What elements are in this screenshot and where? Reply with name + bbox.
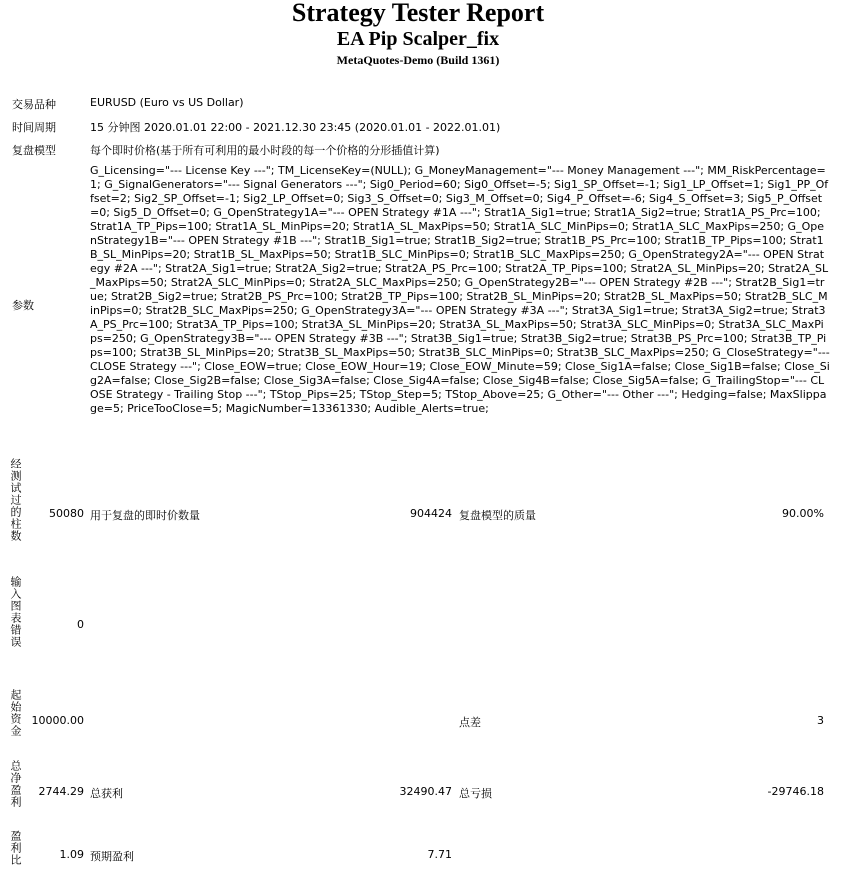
model-label: 复盘模型 — [12, 144, 56, 157]
report-title: Strategy Tester Report — [291, 0, 545, 27]
bars-value: 50080 — [49, 507, 84, 520]
period-label: 时间周期 — [12, 121, 56, 134]
gross-profit-value: 32490.47 — [399, 785, 452, 798]
gross-profit-label: 总获利 — [90, 787, 123, 800]
ticks-label: 用于复盘的即时价数量 — [90, 509, 200, 522]
profit-factor-value: 1.09 — [59, 848, 84, 861]
quality-value: 90.00% — [782, 507, 824, 520]
params-label: 参数 — [12, 299, 34, 312]
params-value: G_Licensing="--- License Key ---"; TM_LicenseKey=(NULL); G_MoneyManagement="--- Money Management ---"; MM_RiskPercentage=1; G_SignalGenerators="--- Signal Generators ---"; Sig0_Period=60; Sig0_Offset=-5; Sig1_SP_Offset=-1; Sig1_LP_Offset=1; Sig1_PP_Offset=2; Sig2_SP_Offset=-1; Sig2_LP_Offset=0; Sig3_S_Offset=0; Sig3_M_Offset=0; Sig4_P_Offset=-6; Sig4_S_Offset=3; Sig5_P_Offset=0; Sig5_D_Offset=0; G_OpenStrategy1A="--- OPEN Strategy #1A ---"; Strat1A_Sig1=true; Strat1A_Sig2=true; Strat1A_PS_Prc=100; Strat1A_TP_Pips=100; Strat1A_SL_MinPips=20; Strat1A_SL_MaxPips=50; Strat1A_SLC_MinPips=0; Strat1A_SLC_MaxPips=250; G_OpenStrategy1B="--- OPEN Strategy #1B ---"; Strat1B_Sig1=true; Strat1B_Sig2=true; Strat1B_PS_Prc=100; Strat1B_TP_Pips=100; Strat1B_SL_MinPips=20; Strat1B_SL_MaxPips=50; Strat1B_SLC_MinPips=0; Strat1B_SLC_MaxPips=250; G_OpenStrategy2A="--- OPEN Strategy #2A ---"; Strat2A_Sig1=true; Strat2A_Sig2=true; Strat2A_PS_Prc=100; Strat2A_TP_Pips=100; Strat2A_SL_MinPips=20; Strat2A_SL_MaxPips=50; Strat2A_SLC_MinPips=0; Strat2A_SLC_MaxPips=250; G_OpenStrategy2B="--- OPEN Strategy #2B ---"; Strat2B_Sig1=true; Strat2B_Sig2=true; Strat2B_PS_Prc=100; Strat2B_TP_Pips=100; Strat2B_SL_MinPips=20; Strat2B_SL_MaxPips=50; Strat2B_SLC_MinPips=0; Strat2B_SLC_MaxPips=250; G_OpenStrategy3A="--- OPEN Strategy #3A ---"; Strat3A_Sig1=true; Strat3A_Sig2=true; Strat3A_PS_Prc=100; Strat3A_TP_Pips=100; Strat3A_SL_MinPips=20; Strat3A_SL_MaxPips=50; Strat3A_SLC_MinPips=0; Strat3A_SLC_MaxPips=250; G_OpenStrategy3B="--- OPEN Strategy #3B ---"; Strat3B_Sig1=true; Strat3B_Sig2=true; Strat3B_PS_Prc=100; Strat3B_TP_Pips=100; Strat3B_SL_MinPips=20; Strat3B_SL_MaxPips=50; Strat3B_SLC_MinPips=0; Strat3B_SLC_MaxPips=250; G_CloseStrategy="--- CLOSE Strategy ---"; Close_EOW=true; Close_EOW_Hour=19; Close_EOW_Minute=59; Close_Sig1A=false; Close_Sig1B=false; Close_Sig2A=false; Close_Sig2B=false; Close_Sig3A=false; Close_Sig4A=false; Close_Sig4B=false; Close_Sig5A=false; G_TrailingStop="--- CLOSE Strategy - Trailing Stop ---"; TStop_Pips=25; TStop_Step=5; TStop_Above=25; G_Other="--- Other ---"; Hedging=false; MaxSlippage=5; PriceTooClose=5; MagicNumber=13361330; Audible_Alerts=true; — [90, 164, 830, 415]
deposit-label: 起始资金 — [9, 689, 22, 737]
gross-loss-label: 总亏损 — [459, 787, 492, 800]
gross-loss-value: -29746.18 — [767, 785, 824, 798]
expected-payoff-label: 预期盈利 — [90, 850, 134, 863]
errors-label: 输入图表错误 — [9, 576, 22, 648]
profit-factor-label: 盈利比 — [9, 830, 22, 866]
quality-label: 复盘模型的质量 — [459, 509, 536, 522]
spread-label: 点差 — [459, 716, 481, 729]
symbol-value: EURUSD (Euro vs US Dollar) — [90, 96, 244, 109]
model-value: 每个即时价格(基于所有可利用的最小时段的每一个价格的分形插值计算) — [90, 144, 440, 157]
deposit-value: 10000.00 — [31, 714, 84, 727]
ea-name: EA Pip Scalper_fix — [336, 28, 500, 50]
symbol-label: 交易品种 — [12, 98, 56, 111]
bars-label: 经测试过的柱数 — [9, 458, 22, 542]
period-value: 15 分钟图 2020.01.01 22:00 - 2021.12.30 23:45 (2020.01.01 - 2022.01.01) — [90, 121, 501, 134]
errors-value: 0 — [77, 618, 84, 631]
expected-payoff-value: 7.71 — [427, 848, 452, 861]
spread-value: 3 — [817, 714, 824, 727]
server-build: MetaQuotes-Demo (Build 1361) — [336, 53, 500, 67]
ticks-value: 904424 — [410, 507, 452, 520]
net-profit-value: 2744.29 — [38, 785, 84, 798]
net-profit-label: 总净盈利 — [9, 760, 22, 808]
